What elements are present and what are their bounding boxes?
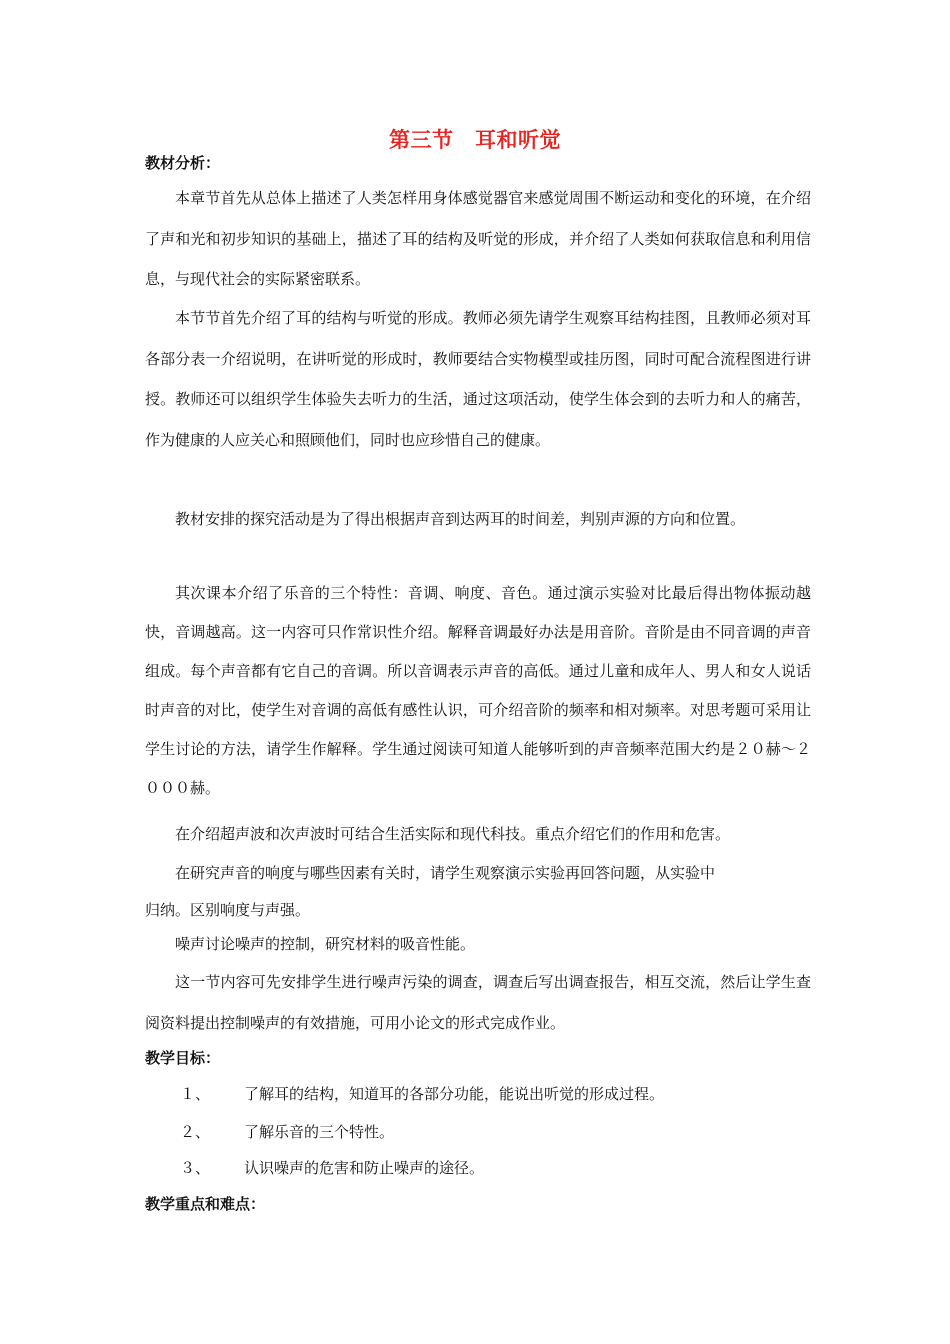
paragraph-noise-control: 噪声讨论噪声的控制，研究材料的吸音性能。 [175, 935, 476, 953]
paragraph-inquiry-activity: 教材安排的探究活动是为了得出根据声音到达两耳的时间差，判别声源的方向和位置。 [175, 510, 746, 528]
paragraph-ear-structure: 本节节首先介绍了耳的结构与听觉的形成。教师必须先请学生观察耳结构挂图，且教师必须对耳各部分表一介绍说明，在讲听觉的形成时，教师要结合实物模型或挂历图，同时可配合流程图进行讲授。教师还可以组织学生体验失去听力的生活，通过这项活动，使学生体会到的去听力和人的痛苦，作为健康的人应关心和照顾他们，同时也应珍惜自己的健康。 [145, 309, 811, 449]
heading-teaching-goals: 教学目标： [145, 1049, 221, 1067]
goal-text: 了解乐音的三个特性。 [244, 1123, 395, 1141]
paragraph-noise-survey: 这一节内容可先安排学生进行噪声污染的调查，调查后写出调查报告，相互交流，然后让学生查阅资料提出控制噪声的有效措施，可用小论文的形式完成作业。 [145, 973, 811, 1032]
goal-text: 了解耳的结构，知道耳的各部分功能，能说出听觉的形成过程。 [244, 1085, 665, 1103]
heading-material-analysis: 教材分析： [145, 154, 221, 172]
paragraph-musical-tone: 其次课本介绍了乐音的三个特性：音调、响度、音色。通过演示实验对比最后得出物体振动越快，音调越高。这一内容可只作常识性介绍。解释音调最好办法是用音阶。音阶是由不同音调的声音组成。每个声音都有它自己的音调。所以音调表示声音的高低。通过儿童和成年人、男人和女人说话时声音的对比，使学生对音调的高低有感性认识，可介绍音阶的频率和相对频率。对思考题可采用让学生讨论的方法，请学生作解释。学生通过阅读可知道人能够听到的声音频率范围大约是２０赫～２０００赫。 [145, 584, 811, 797]
goal-number: ３、 [180, 1159, 211, 1177]
goal-item [180, 1121, 394, 1142]
goal-item [180, 1083, 664, 1104]
heading-key-points: 教学重点和难点： [145, 1195, 266, 1213]
goal-item [180, 1157, 484, 1178]
goal-text: 认识噪声的危害和防止噪声的途径。 [244, 1159, 485, 1177]
paragraph-ultrasound: 在介绍超声波和次声波时可结合生活实际和现代科技。重点介绍它们的作用和危害。 [175, 825, 731, 843]
paragraph-loudness-line1: 在研究声音的响度与哪些因素有关时，请学生观察演示实验再回答问题，从实验中 [175, 864, 716, 882]
paragraph-chapter-overview: 本章节首先从总体上描述了人类怎样用身体感觉器官来感觉周围不断运动和变化的环境，在介绍了声和光和初步知识的基础上，描述了耳的结构及听觉的形成，并介绍了人类如何获取信息和利用信息，与现代社会的实际紧密联系。 [145, 189, 811, 288]
goal-number: ２、 [180, 1123, 211, 1141]
paragraph-loudness-line2: 归纳。区别响度与声强。 [145, 901, 311, 919]
page-title: 第三节 耳和听觉 [389, 127, 561, 152]
goal-number: １、 [180, 1085, 211, 1103]
